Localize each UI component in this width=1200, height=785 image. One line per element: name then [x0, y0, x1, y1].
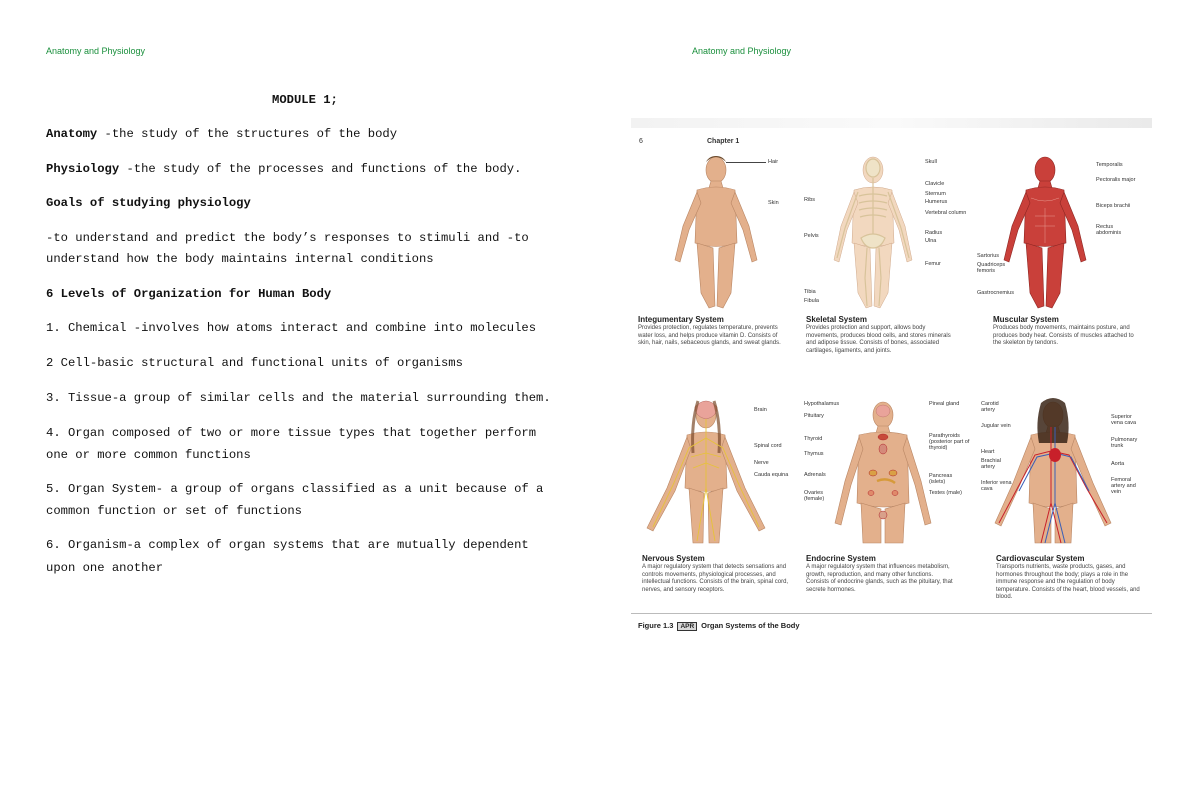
label-rectus-abdominis: Rectus abdominis: [1096, 224, 1122, 236]
panel-muscular: [971, 148, 1141, 388]
label-sartorius: Sartorius: [977, 253, 1000, 259]
desc-integumentary: Provides protection, regulates temperature, prevents water loss, and helps produce vitamin D. Consists of skin, hair, nails, sebaceous glands, and sweat glands.: [638, 325, 781, 346]
label-aorta: Aorta: [1111, 461, 1125, 467]
label-brachial-artery: Brachial artery: [981, 458, 1001, 470]
desc-muscular: Produces body movements, maintains posture, and produces body heat. Consists of muscles attached to the skeleton by tendons.: [993, 325, 1134, 346]
title-skeletal: Skeletal System: [806, 315, 867, 324]
title-integumentary: Integumentary System: [638, 315, 724, 324]
level-3: 3. Tissue-a group of similar cells and the material surrounding them.: [46, 391, 551, 405]
label-pelvis: Pelvis: [804, 233, 819, 239]
label-pulmonary-trunk: Pulmonary trunk: [1111, 437, 1138, 449]
level-5-line-1: 5. Organ System- a group of organs classified as a unit because of a: [46, 482, 544, 496]
physiology-def-text: -the study of the processes and functions of the body.: [119, 162, 522, 176]
label-pituitary: Pituitary: [804, 413, 824, 419]
title-cardiovascular: Cardiovascular System: [996, 554, 1085, 563]
apr-badge-icon: APR: [677, 622, 697, 631]
label-ulna: Ulna: [925, 238, 937, 244]
label-temporalis: Temporalis: [1096, 162, 1123, 168]
level-2: 2 Cell-basic structural and functional units of organisms: [46, 356, 463, 370]
level-4-line-2: one or more common functions: [46, 448, 251, 462]
module-title: MODULE 1;: [272, 93, 338, 107]
figure-page-number: 6: [639, 138, 643, 145]
anatomy-definition: [46, 127, 397, 141]
goals-line-2: understand how the body maintains internal conditions: [46, 252, 434, 266]
panel-integumentary: [631, 148, 801, 388]
caption-number: Figure 1.3: [638, 621, 674, 630]
skeletal-figure-illustration: [801, 148, 971, 313]
integumentary-figure-illustration: [631, 148, 801, 313]
title-muscular: Muscular System: [993, 315, 1059, 324]
desc-endocrine: A major regulatory system that influences metabolism, growth, reproduction, and many other functions. Consists of endocrine glands, such as the pituitary, that secrete hormones.: [806, 564, 953, 593]
goals-line-1: -to understand and predict the body’s responses to stimuli and -to: [46, 231, 529, 245]
organ-systems-figure: [631, 118, 1152, 638]
label-parathyroids: Parathyroids (posterior part of thyroid): [929, 433, 970, 451]
label-fibula: Fibula: [804, 298, 819, 304]
label-hair: Hair: [768, 159, 779, 165]
level-5-line-2: common function or set of functions: [46, 504, 302, 518]
label-sternum: Sternum: [925, 191, 946, 197]
label-thymus: Thymus: [804, 451, 824, 457]
anatomy-term: Anatomy: [46, 127, 98, 141]
panel-skeletal: [801, 148, 971, 388]
desc-nervous: A major regulatory system that detects sensations and controls movements, physiological processes, and intellectual functions. Consists of the brain, spinal cord, nerves, and sensory receptors.: [642, 564, 789, 593]
label-nerve: Nerve: [754, 460, 769, 466]
leader-hair: [726, 162, 766, 163]
label-superior-vena-cava: Superior vena cava: [1111, 414, 1137, 426]
title-endocrine: Endocrine System: [806, 554, 876, 563]
label-skin: Skin: [768, 200, 779, 206]
anatomy-def-text: -the study of the structures of the body: [97, 127, 398, 141]
label-spinal-cord: Spinal cord: [754, 443, 782, 449]
label-tibia: Tibia: [804, 289, 816, 295]
label-hypothalamus: Hypothalamus: [804, 401, 840, 407]
label-humerus: Humerus: [925, 199, 948, 205]
level-4-line-1: 4. Organ composed of two or more tissue types that together perform: [46, 426, 537, 440]
label-ovaries: Ovaries (female): [804, 490, 825, 502]
label-thyroid: Thyroid: [804, 436, 823, 442]
level-1: 1. Chemical -involves how atoms interact and combine into molecules: [46, 321, 537, 335]
label-gastrocnemius: Gastrocnemius: [977, 290, 1014, 296]
level-6-line-2: upon one another: [46, 561, 164, 575]
label-quadriceps-femoris: Quadriceps femoris: [977, 262, 1006, 274]
figure-top-strip: [631, 118, 1152, 128]
physiology-term: Physiology: [46, 162, 120, 176]
label-heart: Heart: [981, 449, 995, 455]
label-brain: Brain: [754, 407, 767, 413]
panel-cardiovascular: [971, 393, 1141, 633]
panel-nervous: [631, 393, 801, 633]
caption-text: Organ Systems of the Body: [701, 621, 800, 630]
desc-cardiovascular: Transports nutrients, waste products, gases, and hormones throughout the body; plays a role in the immune response and the regulation of body temperature. Consists of the heart, blood vessels, and blood.: [996, 564, 1140, 600]
label-skull: Skull: [925, 159, 937, 165]
header-left: Anatomy and Physiology: [46, 46, 146, 56]
panel-endocrine: [801, 393, 971, 633]
label-biceps-brachii: Biceps brachii: [1096, 203, 1131, 209]
label-femoral-artery-vein: Femoral artery and vein: [1111, 477, 1136, 495]
label-inferior-vena-cava: Inferior vena cava: [981, 480, 1012, 492]
title-nervous: Nervous System: [642, 554, 705, 563]
header-right: Anatomy and Physiology: [692, 46, 792, 56]
label-adrenals: Adrenals: [804, 472, 826, 478]
goals-heading: Goals of studying physiology: [46, 196, 251, 210]
desc-skeletal: Provides protection and support, allows body movements, produces blood cells, and stores minerals and adipose tissue. Consists of bones, associated cartilages, ligaments, and joints.: [806, 325, 951, 354]
label-carotid-artery: Carotid artery: [981, 401, 999, 413]
physiology-definition: [46, 162, 521, 176]
levels-heading: 6 Levels of Organization for Human Body: [46, 287, 332, 301]
label-radius: Radius: [925, 230, 943, 236]
label-pineal-gland: Pineal gland: [929, 401, 960, 407]
level-6-line-1: 6. Organism-a complex of organ systems that are mutually dependent: [46, 538, 529, 552]
label-testes: Testes (male): [929, 490, 963, 496]
label-jugular-vein: Jugular vein: [981, 423, 1011, 429]
figure-chapter: Chapter 1: [707, 138, 740, 145]
caption-divider: [631, 613, 1152, 614]
label-pectoralis-major: Pectoralis major: [1096, 177, 1136, 183]
label-cauda-equina: Cauda equina: [754, 472, 789, 478]
label-clavicle: Clavicle: [925, 181, 945, 187]
label-vertebral-column: Vertebral column: [925, 210, 967, 216]
label-pancreas: Pancreas (islets): [929, 473, 953, 485]
label-ribs: Ribs: [804, 197, 816, 203]
figure-caption: [638, 621, 800, 631]
label-femur: Femur: [925, 261, 941, 267]
